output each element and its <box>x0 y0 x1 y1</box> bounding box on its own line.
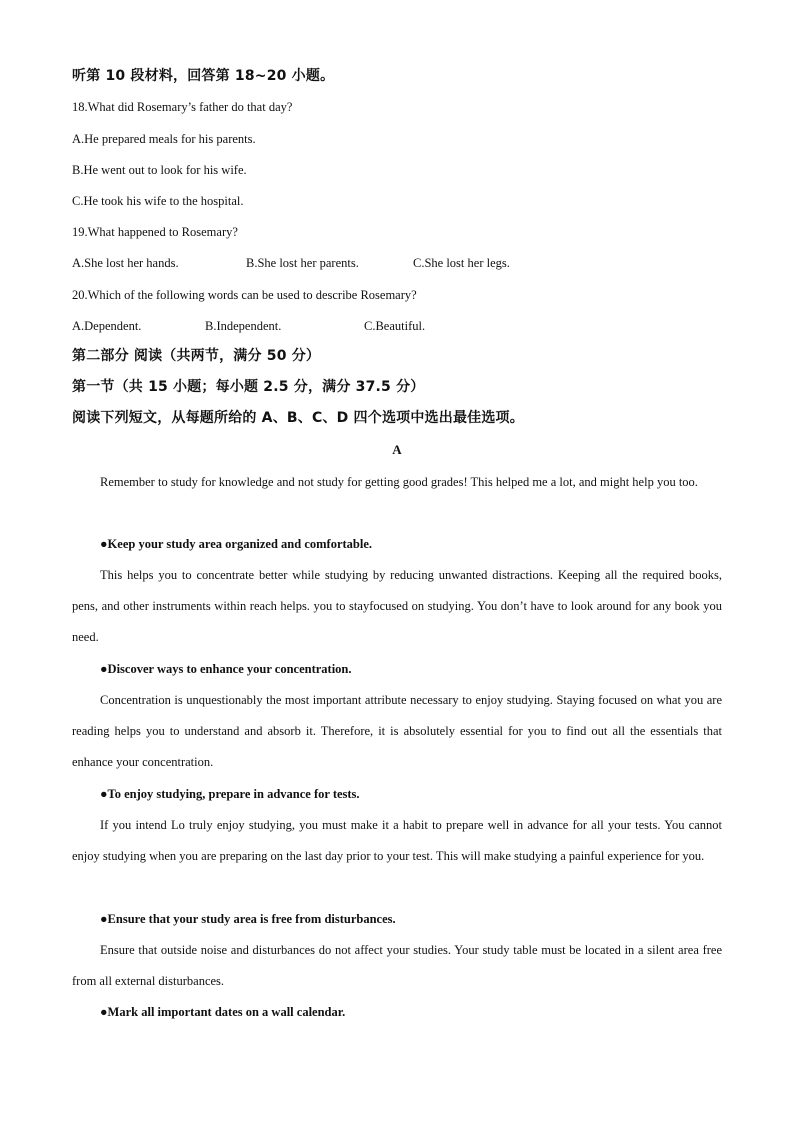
reading-part-heading: 第二部分 阅读（共两节，满分 50 分） <box>72 348 321 364</box>
reading-section-heading: 第一节（共 15 小题；每小题 2.5 分，满分 37.5 分） <box>72 379 425 395</box>
question-18-option-b: B.He went out to look for his wife. <box>72 163 247 177</box>
listening-section-heading: 听第 10 段材料，回答第 18~20 小题。 <box>72 68 335 84</box>
tip-heading: ●Ensure that your study area is free from disturbances. <box>100 912 396 926</box>
tip-heading: ●Mark all important dates on a wall calendar. <box>100 1005 346 1019</box>
tip-body: Concentration is unquestionably the most important attribute necessary to enjoy studying. Staying focused on what you are reading helps you to understand and absorb it. Therefore, it is absolutely essential for you to find out all the essentials that enhance your concentration. <box>72 693 722 770</box>
tip-heading: ●To enjoy studying, prepare in advance for tests. <box>100 787 360 801</box>
question-19-stem: 19.What happened to Rosemary? <box>72 225 238 239</box>
question-20-option-b: B.Independent. <box>205 319 282 333</box>
question-19-option-a: A.She lost her hands. <box>72 256 179 270</box>
question-20-option-c: C.Beautiful. <box>364 319 426 333</box>
question-18-option-a: A.He prepared meals for his parents. <box>72 132 256 146</box>
question-18-stem: 18.What did Rosemary’s father do that day? <box>72 100 293 114</box>
question-19-option-c: C.She lost her legs. <box>413 256 510 270</box>
passage-intro: Remember to study for knowledge and not study for getting good grades! This helped me a lot, and might help you too. <box>100 475 698 489</box>
question-20-option-a: A.Dependent. <box>72 319 142 333</box>
question-18-option-c: C.He took his wife to the hospital. <box>72 194 244 208</box>
tip-heading: ●Discover ways to enhance your concentration. <box>100 662 352 676</box>
question-20-stem: 20.Which of the following words can be used to describe Rosemary? <box>72 288 417 302</box>
question-19-option-b: B.She lost her parents. <box>246 256 359 270</box>
tip-heading: ●Keep your study area organized and comfortable. <box>100 537 373 551</box>
tip-body: This helps you to concentrate better while studying by reducing unwanted distractions. Keeping all the required books, pens, and other instruments within reach helps. you to stayfocused on studying. You don’t have to look around for any book you need. <box>72 568 722 645</box>
tip-body: If you intend Lo truly enjoy studying, you must make it a habit to prepare well in advance for all your tests. You cannot enjoy studying when you are preparing on the last day prior to your test. This will make studying a painful experience for you. <box>72 818 722 864</box>
passage-label: A <box>392 442 402 457</box>
reading-instruction: 阅读下列短文，从每题所给的 A、B、C、D 四个选项中选出最佳选项。 <box>72 410 524 426</box>
tip-body: Ensure that outside noise and disturbances do not affect your studies. Your study table must be located in a silent area free from all external disturbances. <box>72 943 722 989</box>
